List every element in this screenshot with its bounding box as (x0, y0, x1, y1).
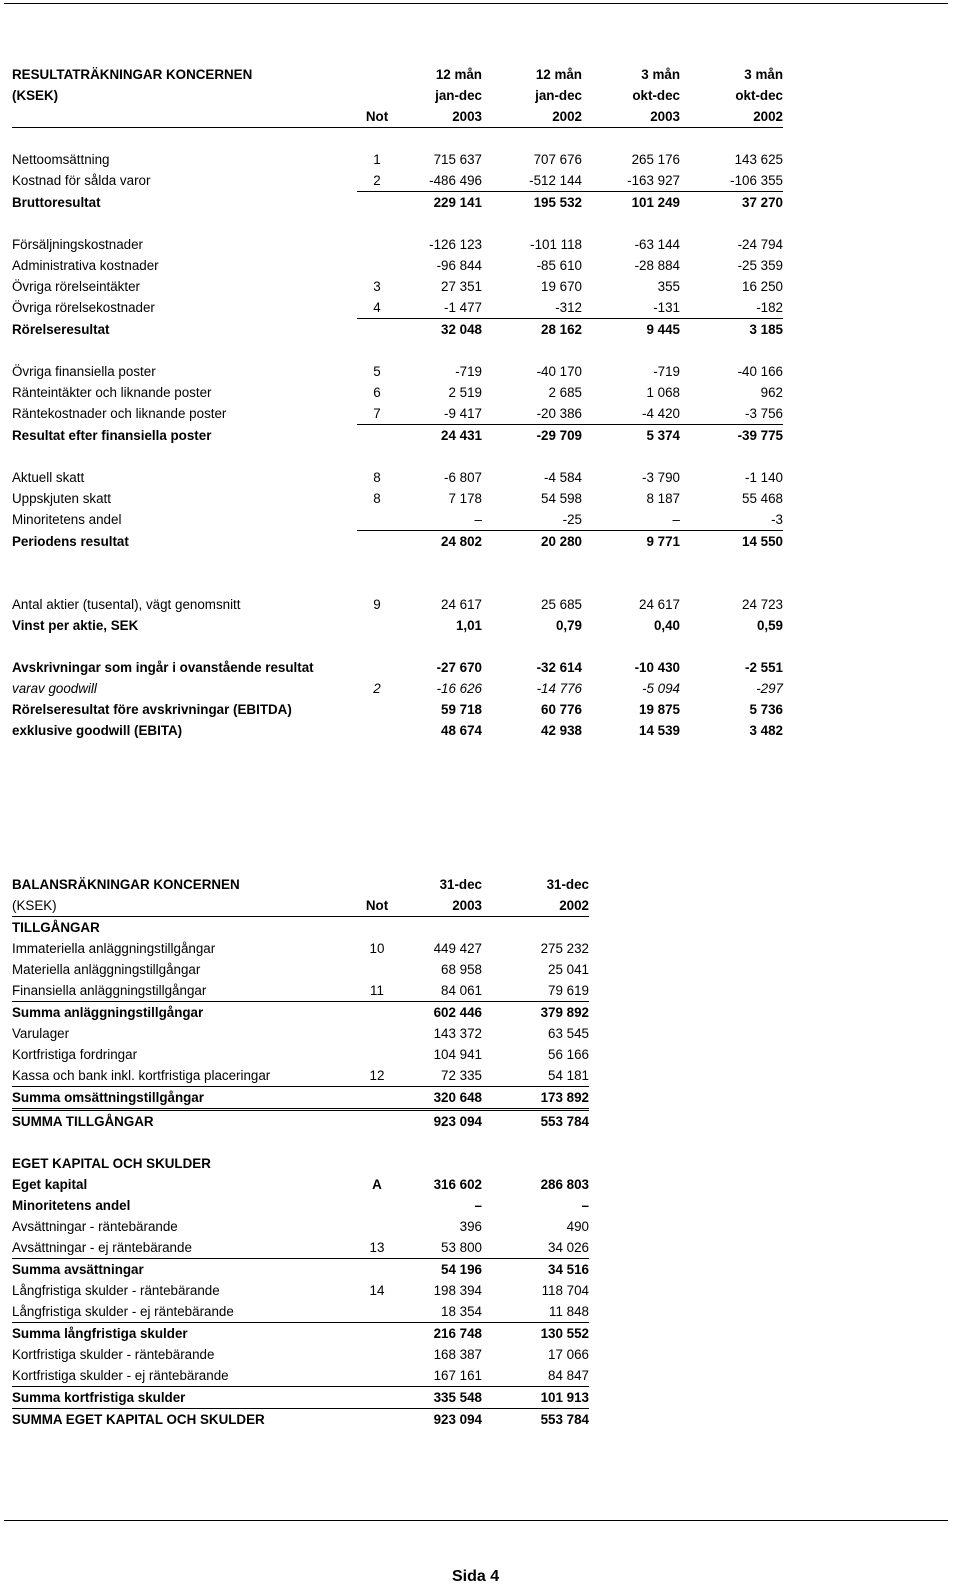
row-value: 355 (657, 279, 680, 294)
row-value: 198 394 (433, 1283, 482, 1298)
table-row (12, 1409, 589, 1431)
balance-header-row-2 (12, 895, 589, 917)
row-note (357, 1087, 397, 1110)
table-row (12, 1280, 589, 1301)
row-value: -9 417 (397, 403, 482, 425)
row-label: Kortfristiga skulder - räntebärande (12, 1347, 215, 1362)
row-value: 79 619 (482, 980, 589, 1002)
row-note: 6 (373, 385, 381, 400)
row-value: 379 892 (540, 1005, 589, 1020)
row-value: 130 552 (540, 1326, 589, 1341)
row-value: 24 617 (639, 597, 680, 612)
row-value: 101 913 (482, 1387, 589, 1409)
row-label: Aktuell skatt (12, 470, 85, 485)
row-label: SUMMA TILLGÅNGAR (12, 1114, 154, 1129)
row-value: 1,01 (455, 618, 482, 633)
row-value: -96 844 (436, 258, 482, 273)
row-note (357, 1344, 397, 1365)
row-note: 12 (357, 1065, 397, 1087)
col-year: 2002 (680, 106, 783, 128)
balance-title: BALANSRÄKNINGAR KONCERNEN (12, 877, 240, 892)
row-label: SUMMA EGET KAPITAL OCH SKULDER (12, 1412, 265, 1427)
row-note (357, 720, 397, 741)
row-label: Uppskjuten skatt (12, 491, 111, 506)
row-value: -101 118 (530, 237, 582, 252)
table-row (12, 1237, 589, 1259)
table-row (12, 657, 783, 678)
row-value: 167 161 (397, 1365, 482, 1387)
row-label: Övriga rörelseintäkter (12, 279, 141, 294)
page-number: Sida 4 (452, 1568, 500, 1585)
table-row (12, 959, 589, 980)
table-row (12, 1344, 589, 1365)
table-row (12, 234, 783, 255)
row-value: -297 (756, 681, 783, 696)
row-value: – (581, 1198, 589, 1213)
table-row (12, 1301, 589, 1323)
row-value: 0,59 (756, 618, 783, 633)
row-label: Minoritetens andel (12, 1198, 131, 1213)
table-row (12, 1087, 589, 1110)
row-note: A (372, 1177, 382, 1192)
table-row (12, 319, 783, 341)
row-value: -10 430 (634, 660, 680, 675)
income-title: RESULTATRÄKNINGAR KONCERNEN (12, 67, 253, 82)
row-value: -40 166 (737, 364, 783, 379)
row-label: Administrativa kostnader (12, 258, 159, 273)
row-value: -1 477 (397, 297, 482, 319)
row-label: Kortfristiga fordringar (12, 1047, 138, 1062)
row-value: 37 270 (742, 195, 783, 210)
row-label: Summa kortfristiga skulder (12, 1387, 357, 1409)
assets-header-row (12, 917, 589, 939)
table-row (12, 276, 783, 297)
table-row (12, 1259, 589, 1281)
row-value: 20 280 (541, 534, 582, 549)
row-value: 275 232 (540, 941, 589, 956)
col-period: 12 mån (435, 67, 482, 82)
row-value: 923 094 (433, 1114, 482, 1129)
income-header-row-3 (12, 106, 783, 128)
col-period: 3 mån (641, 67, 680, 82)
col-period: 12 mån (535, 67, 582, 82)
col-year: 2003 (397, 106, 482, 128)
table-row (12, 1216, 589, 1237)
row-value: 72 335 (397, 1065, 482, 1087)
row-value: 19 875 (639, 702, 680, 717)
col-date: 31-dec (439, 877, 482, 892)
row-note: 5 (373, 364, 381, 379)
table-row (12, 531, 783, 553)
row-value: -182 (680, 297, 783, 319)
row-value: 14 550 (742, 534, 783, 549)
row-value: -40 170 (536, 364, 582, 379)
col-range: jan-dec (535, 88, 582, 103)
row-note: 2 (357, 170, 397, 192)
assets-header: TILLGÅNGAR (12, 920, 100, 935)
row-value: 28 162 (541, 322, 582, 337)
row-label: Summa avsättningar (12, 1262, 144, 1277)
row-label: Räntekostnader och liknande poster (12, 406, 227, 422)
table-row (12, 425, 783, 447)
row-value: -24 794 (737, 237, 783, 252)
row-value: 216 748 (433, 1326, 482, 1341)
row-label: Minoritetens andel (12, 512, 122, 528)
row-value: 265 176 (631, 152, 680, 167)
row-value: 18 354 (397, 1301, 482, 1323)
col-period: 3 mån (744, 67, 783, 82)
table-row (12, 615, 783, 636)
row-label: Långfristiga skulder - räntebärande (12, 1283, 220, 1298)
row-label: varav goodwill (12, 681, 97, 696)
row-value: -4 584 (544, 470, 582, 485)
row-value: -32 614 (536, 660, 582, 675)
row-value: – (474, 1198, 482, 1213)
table-row (12, 1195, 589, 1216)
row-value: 0,40 (653, 618, 680, 633)
row-value: 320 648 (397, 1087, 482, 1110)
row-value: -28 884 (634, 258, 680, 273)
row-value: – (582, 509, 680, 531)
table-row (12, 382, 783, 403)
row-value: -39 775 (737, 428, 783, 443)
table-row (12, 1387, 589, 1409)
row-label: Eget kapital (12, 1177, 88, 1192)
row-value: -486 496 (397, 170, 482, 192)
row-value: 24 431 (441, 428, 482, 443)
row-note (357, 1323, 397, 1345)
equity-header: EGET KAPITAL OCH SKULDER (12, 1156, 211, 1171)
row-value: 143 625 (734, 152, 783, 167)
row-value: 11 848 (482, 1301, 589, 1323)
row-note (357, 1409, 397, 1431)
row-note: 13 (357, 1237, 397, 1259)
row-note: 4 (357, 297, 397, 319)
row-label: Vinst per aktie, SEK (12, 618, 139, 633)
table-row (12, 938, 589, 959)
row-note: 14 (369, 1283, 385, 1298)
row-note (357, 255, 397, 276)
row-value: 24 723 (742, 597, 783, 612)
row-label: Ränteintäkter och liknande poster (12, 385, 212, 400)
table-row (12, 488, 783, 509)
row-value: -63 144 (634, 237, 680, 252)
row-value: 56 166 (548, 1047, 589, 1062)
row-value: 962 (760, 385, 783, 400)
table-row (12, 1174, 589, 1195)
row-label: Summa långfristiga skulder (12, 1326, 188, 1341)
row-note (357, 192, 397, 214)
row-note: 2 (373, 681, 381, 696)
row-value: 118 704 (541, 1283, 589, 1298)
row-value: 9 445 (646, 322, 680, 337)
row-value: -27 670 (436, 660, 482, 675)
col-year: 2002 (482, 106, 582, 128)
row-label: Övriga rörelsekostnader (12, 300, 155, 316)
row-value: 54 181 (482, 1065, 589, 1087)
row-value: 143 372 (433, 1026, 482, 1041)
col-range: okt-dec (632, 88, 680, 103)
row-value: 24 617 (441, 597, 482, 612)
row-value: -20 386 (482, 403, 582, 425)
row-value: 396 (459, 1219, 482, 1234)
col-year: 2002 (482, 895, 589, 917)
row-note (357, 959, 397, 980)
row-value: 53 800 (397, 1237, 482, 1259)
row-label: Finansiella anläggningstillgångar (12, 980, 357, 1002)
table-row (12, 720, 783, 741)
table-row (12, 192, 783, 214)
row-value: -3 756 (680, 403, 783, 425)
row-value: 9 771 (646, 534, 680, 549)
row-value: 34 026 (482, 1237, 589, 1259)
row-value: 60 776 (541, 702, 582, 717)
row-label: Övriga finansiella poster (12, 364, 156, 379)
bottom-rule (4, 1520, 948, 1521)
row-label: Avsättningar - ej räntebärande (12, 1237, 357, 1259)
row-value: 48 674 (441, 723, 482, 738)
col-range: jan-dec (435, 88, 482, 103)
row-value: 27 351 (441, 279, 482, 294)
row-label: Långfristiga skulder - ej räntebärande (12, 1301, 357, 1323)
row-value: -512 144 (482, 170, 582, 192)
row-value: 54 598 (541, 491, 582, 506)
row-value: 1 068 (646, 385, 680, 400)
row-note (357, 615, 397, 636)
col-year: 2003 (582, 106, 680, 128)
row-value: 553 784 (540, 1114, 589, 1129)
row-value: -85 610 (536, 258, 582, 273)
row-note (357, 1044, 397, 1065)
income-header-row-1 (12, 64, 783, 85)
row-value: -719 (653, 364, 680, 379)
row-value: 84 847 (482, 1365, 589, 1387)
row-label: Kassa och bank inkl. kortfristiga placeringar (12, 1065, 357, 1087)
table-row (12, 403, 783, 425)
table-row (12, 1110, 589, 1133)
row-value: 68 958 (441, 962, 482, 977)
row-value: 24 802 (441, 534, 482, 549)
table-row (12, 361, 783, 382)
row-note: 3 (373, 279, 381, 294)
row-value: -5 094 (642, 681, 680, 696)
row-value: -3 790 (642, 470, 680, 485)
row-label: exklusive goodwill (EBITA) (12, 723, 183, 738)
row-label: Materiella anläggningstillgångar (12, 962, 201, 977)
row-value: -25 (482, 509, 582, 531)
table-row (12, 1044, 589, 1065)
row-value: -6 807 (444, 470, 482, 485)
row-value: 101 249 (631, 195, 680, 210)
row-label: Immateriella anläggningstillgångar (12, 941, 216, 956)
row-value: 168 387 (433, 1347, 482, 1362)
row-value: 5 736 (749, 702, 783, 717)
row-note (357, 1023, 397, 1044)
row-label: Kostnad för sålda varor (12, 173, 151, 189)
row-value: 707 676 (533, 152, 582, 167)
top-rule (4, 3, 948, 4)
table-row (12, 594, 783, 615)
row-value: 14 539 (639, 723, 680, 738)
row-value: -25 359 (737, 258, 783, 273)
row-value: 42 938 (541, 723, 582, 738)
row-value: 8 187 (646, 491, 680, 506)
row-value: 449 427 (433, 941, 482, 956)
row-note (357, 1110, 397, 1133)
row-label: Bruttoresultat (12, 194, 101, 210)
equity-header-row (12, 1153, 589, 1174)
row-value: 923 094 (433, 1412, 482, 1427)
row-label: Avsättningar - räntebärande (12, 1219, 178, 1234)
row-note (357, 1259, 397, 1281)
table-row (12, 1023, 589, 1044)
row-value: -131 (582, 297, 680, 319)
row-value: -126 123 (429, 237, 482, 252)
row-value: 32 048 (441, 322, 482, 337)
row-value: – (397, 509, 482, 531)
row-value: -4 420 (582, 403, 680, 425)
row-value: -16 626 (436, 681, 482, 696)
row-value: 25 041 (548, 962, 589, 977)
row-value: 104 941 (433, 1047, 482, 1062)
row-value: 3 482 (749, 723, 783, 738)
row-value: -14 776 (536, 681, 582, 696)
row-label: Avskrivningar som ingår i ovanstående resultat (12, 660, 314, 675)
row-note (357, 1195, 397, 1216)
row-value: 715 637 (433, 152, 482, 167)
row-value: 16 250 (742, 279, 783, 294)
income-header-row-2 (12, 85, 783, 106)
row-note (357, 234, 397, 255)
row-label: Rörelseresultat före avskrivningar (EBITDA) (12, 702, 292, 717)
table-row (12, 1323, 589, 1345)
table-row (12, 149, 783, 170)
row-value: 54 196 (441, 1262, 482, 1277)
row-value: 17 066 (548, 1347, 589, 1362)
row-value: 55 468 (742, 491, 783, 506)
row-value: 335 548 (397, 1387, 482, 1409)
table-row (12, 699, 783, 720)
row-value: -1 140 (745, 470, 783, 485)
col-range: okt-dec (735, 88, 783, 103)
table-row (12, 509, 783, 531)
table-row (12, 467, 783, 488)
row-value: 490 (566, 1219, 589, 1234)
row-value: 2 519 (448, 385, 482, 400)
row-value: 602 446 (433, 1005, 482, 1020)
row-value: 316 602 (433, 1177, 482, 1192)
row-value: -3 (680, 509, 783, 531)
row-note: 7 (357, 403, 397, 425)
row-label: Resultat efter finansiella poster (12, 427, 212, 443)
row-note (357, 699, 397, 720)
row-value: 0,79 (555, 618, 582, 633)
col-year: 2003 (397, 895, 482, 917)
row-value: 25 685 (541, 597, 582, 612)
row-label: Nettoomsättning (12, 152, 110, 167)
balance-sheet-table (12, 874, 589, 1430)
row-note: 8 (373, 470, 381, 485)
row-value: 19 670 (541, 279, 582, 294)
row-value: -719 (455, 364, 482, 379)
row-value: 63 545 (548, 1026, 589, 1041)
table-row (12, 297, 783, 319)
row-note: 11 (357, 980, 397, 1002)
row-value: -29 709 (536, 428, 582, 443)
table-row (12, 170, 783, 192)
row-value: 173 892 (482, 1087, 589, 1110)
row-value: 7 178 (448, 491, 482, 506)
table-row (12, 1002, 589, 1024)
row-note: 9 (373, 597, 381, 612)
row-note (357, 509, 397, 531)
row-label: Summa omsättningstillgångar (12, 1087, 357, 1110)
row-value: -312 (482, 297, 582, 319)
row-value: 286 803 (540, 1177, 589, 1192)
balance-unit: (KSEK) (12, 895, 357, 917)
row-label: Kortfristiga skulder - ej räntebärande (12, 1365, 357, 1387)
row-note: 1 (373, 152, 381, 167)
table-row (12, 1065, 589, 1087)
income-statement-table (12, 64, 783, 741)
balance-header-row-1 (12, 874, 589, 895)
note-header: Not (357, 106, 397, 128)
row-note (357, 1387, 397, 1409)
row-value: -2 551 (745, 660, 783, 675)
row-value: 84 061 (397, 980, 482, 1002)
col-date: 31-dec (546, 877, 589, 892)
row-note: 8 (373, 491, 381, 506)
income-unit: (KSEK) (12, 88, 59, 103)
row-value: -106 355 (680, 170, 783, 192)
row-note (357, 657, 397, 678)
row-note: 10 (369, 941, 385, 956)
row-note (357, 1216, 397, 1237)
row-value: 2 685 (548, 385, 582, 400)
row-label: Antal aktier (tusental), vägt genomsnitt (12, 597, 241, 612)
row-note (357, 531, 397, 553)
row-label: Försäljningskostnader (12, 237, 143, 252)
table-row (12, 980, 589, 1002)
table-row (12, 678, 783, 699)
row-note (357, 425, 397, 447)
row-note (357, 1002, 397, 1024)
table-row (12, 1365, 589, 1387)
table-row (12, 255, 783, 276)
row-value: 553 784 (540, 1412, 589, 1427)
row-label: Periodens resultat (12, 533, 129, 549)
row-value: 229 141 (433, 195, 482, 210)
row-label: Varulager (12, 1026, 70, 1041)
row-label: Summa anläggningstillgångar (12, 1005, 204, 1020)
row-note (357, 1301, 397, 1323)
row-value: -163 927 (582, 170, 680, 192)
row-label: Rörelseresultat (12, 321, 110, 337)
row-value: 59 718 (441, 702, 482, 717)
note-header: Not (357, 895, 397, 917)
row-value: 195 532 (533, 195, 582, 210)
row-value: 3 185 (749, 322, 783, 337)
row-note (357, 1365, 397, 1387)
row-value: 34 516 (548, 1262, 589, 1277)
row-value: 5 374 (646, 428, 680, 443)
row-note (357, 319, 397, 341)
